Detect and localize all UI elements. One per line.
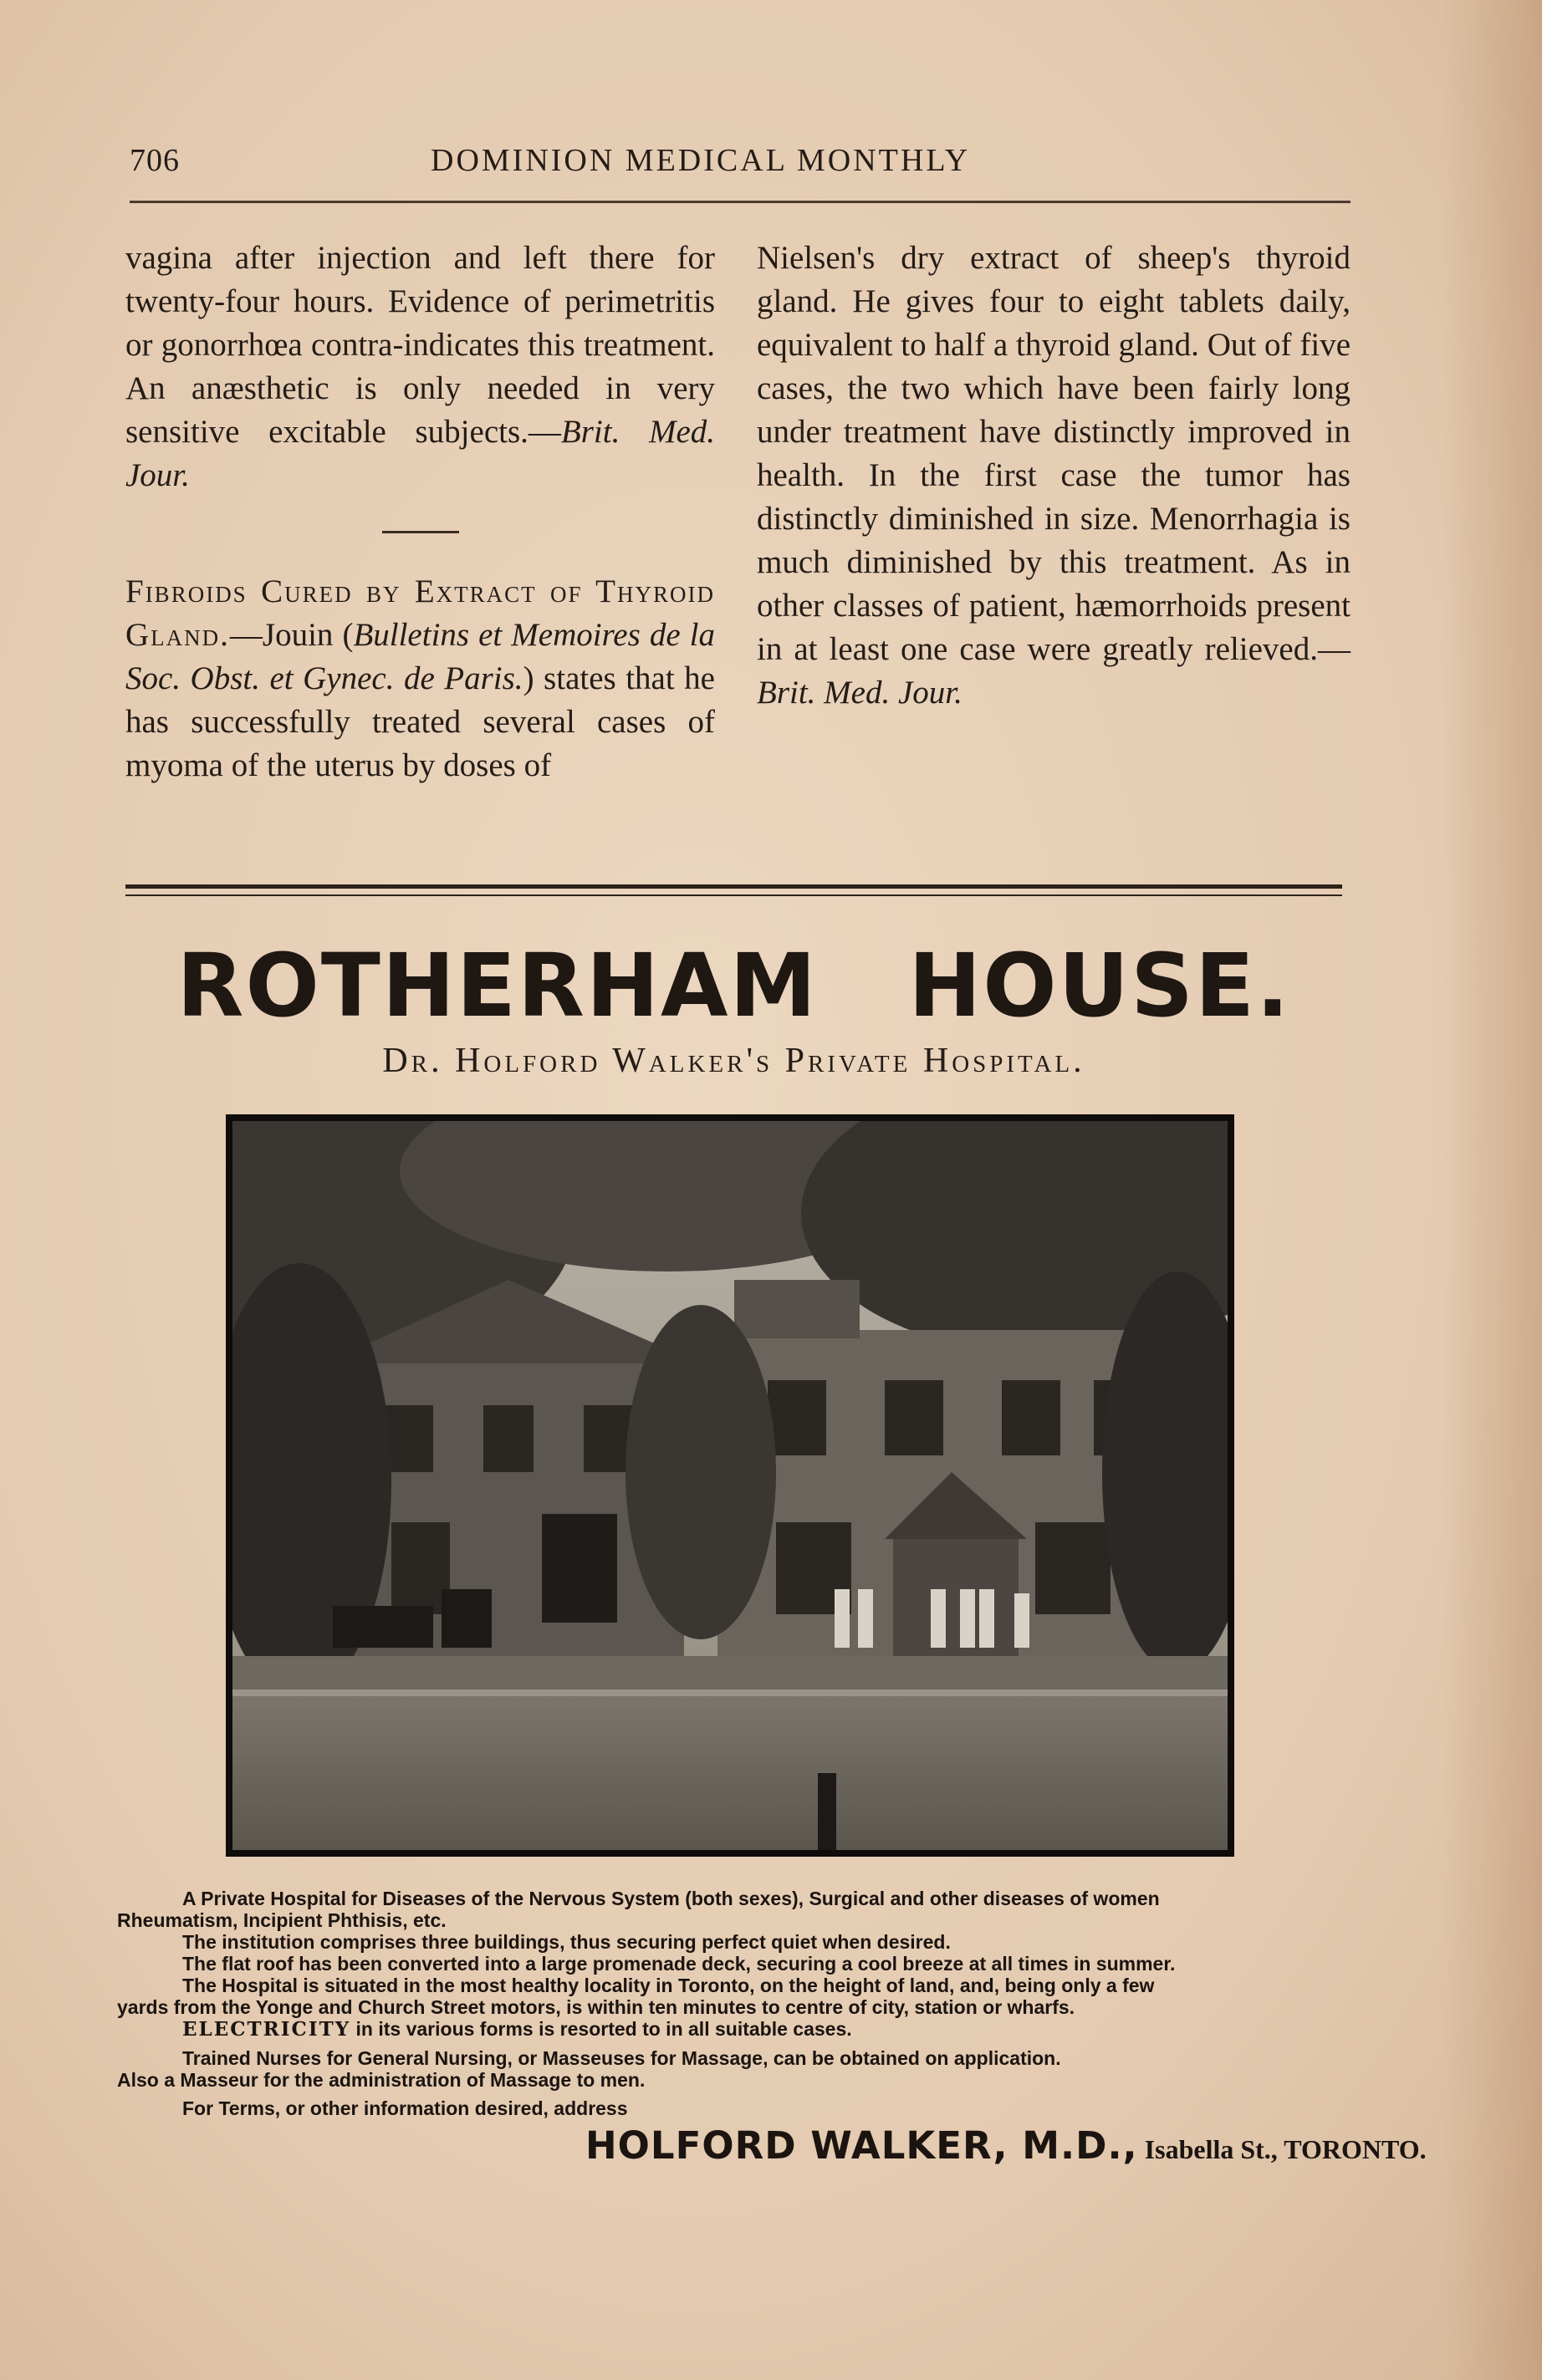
ad-line: The flat roof has been converted into a large promenade deck, securing a cool breeze at all times in summer. [182, 1953, 1176, 1975]
hospital-building-photo [226, 1114, 1234, 1857]
citation: Brit. Med. Jour. [125, 414, 716, 493]
ad-line-electricity [117, 2018, 1338, 2041]
right-column [757, 237, 1351, 715]
ad-separator-thin [125, 894, 1342, 896]
hospital-photo-illustration [232, 1121, 1228, 1850]
ad-line: The Hospital is situated in the most healthy locality in Toronto, on the height of land, and, being only a few [182, 1975, 1155, 1996]
ad-body [117, 1888, 1338, 2119]
paragraph-fibroids [125, 570, 715, 787]
article-heading: Fibroids Cured by Extract of Thyroid Gland. [125, 573, 715, 653]
ad-line: For Terms, or other information desired, address [182, 2097, 628, 2119]
header-rule [130, 201, 1351, 203]
citation: Brit. Med. Jour. [757, 675, 962, 711]
left-column [125, 237, 715, 787]
signature-address: Isabella St., TORONTO. [1137, 2134, 1427, 2164]
page-header [130, 142, 1351, 192]
page-edge-shadow [1442, 0, 1542, 2380]
ad-line: A Private Hospital for Diseases of the Nervous System (both sexes), Surgical and other diseases of women [182, 1888, 1160, 1909]
ad-line: Trained Nurses for General Nursing, or Masseuses for Massage, can be obtained on application. [182, 2047, 1061, 2069]
ad-title: ROTHERHAM HOUSE. [176, 935, 1291, 1037]
paragraph-injection [125, 237, 715, 497]
signature-name: HOLFORD WALKER, M.D., [585, 2123, 1138, 2168]
paragraph-text: ) states that he has successfully treated several cases of myoma of the uterus by doses of [125, 660, 715, 783]
ad-line: yards from the Yonge and Church Street motors, is within ten minutes to centre of city, station or wharfs. [117, 1996, 1075, 2018]
ad-signature [585, 2123, 1427, 2168]
electricity-word: ELECTRICITY [182, 2018, 351, 2041]
paragraph-text: vagina after injection and left there for twenty-four hours. Evidence of perimetritis or gonorrhœa contra-indicates this treatment. An anæsthetic is only needed in very sensitive excitable subjects.— [125, 240, 715, 450]
paragraph-text: Nielsen's dry extract of sheep's thyroid gland. He gives four to eight tablets daily, equivalent to half a thyroid gland. Out of five cases, the two which have been fairly long under treatment have distinctly improved in health. In the first case the tumor has distinctly diminished in size. Menorrhagia is much diminished by this treatment. As in other classes of patient, hæmorrhoids present in at least one case were greatly relieved.— [757, 240, 1351, 667]
ad-separator-thick [125, 884, 1342, 889]
author: —Jouin ( [229, 617, 354, 653]
page-number: 706 [130, 143, 180, 178]
section-divider [382, 531, 459, 533]
ad-subtitle: Dr. Holford Walker's Private Hospital. [382, 1042, 1085, 1080]
paragraph-thyroid [757, 237, 1351, 715]
ad-line: The institution comprises three buildings, thus securing perfect quiet when desired. [182, 1931, 951, 1953]
citation: Bulletins et Memoires de la Soc. Obst. et Gynec. de Paris. [125, 617, 715, 696]
ad-line: Also a Masseur for the administration of Massage to men. [117, 2069, 646, 2091]
journal-title: DOMINION MEDICAL MONTHLY [431, 143, 971, 178]
electricity-text: in its various forms is resorted to in all suitable cases. [350, 2018, 852, 2040]
ad-line: Rheumatism, Incipient Phthisis, etc. [117, 1909, 447, 1931]
